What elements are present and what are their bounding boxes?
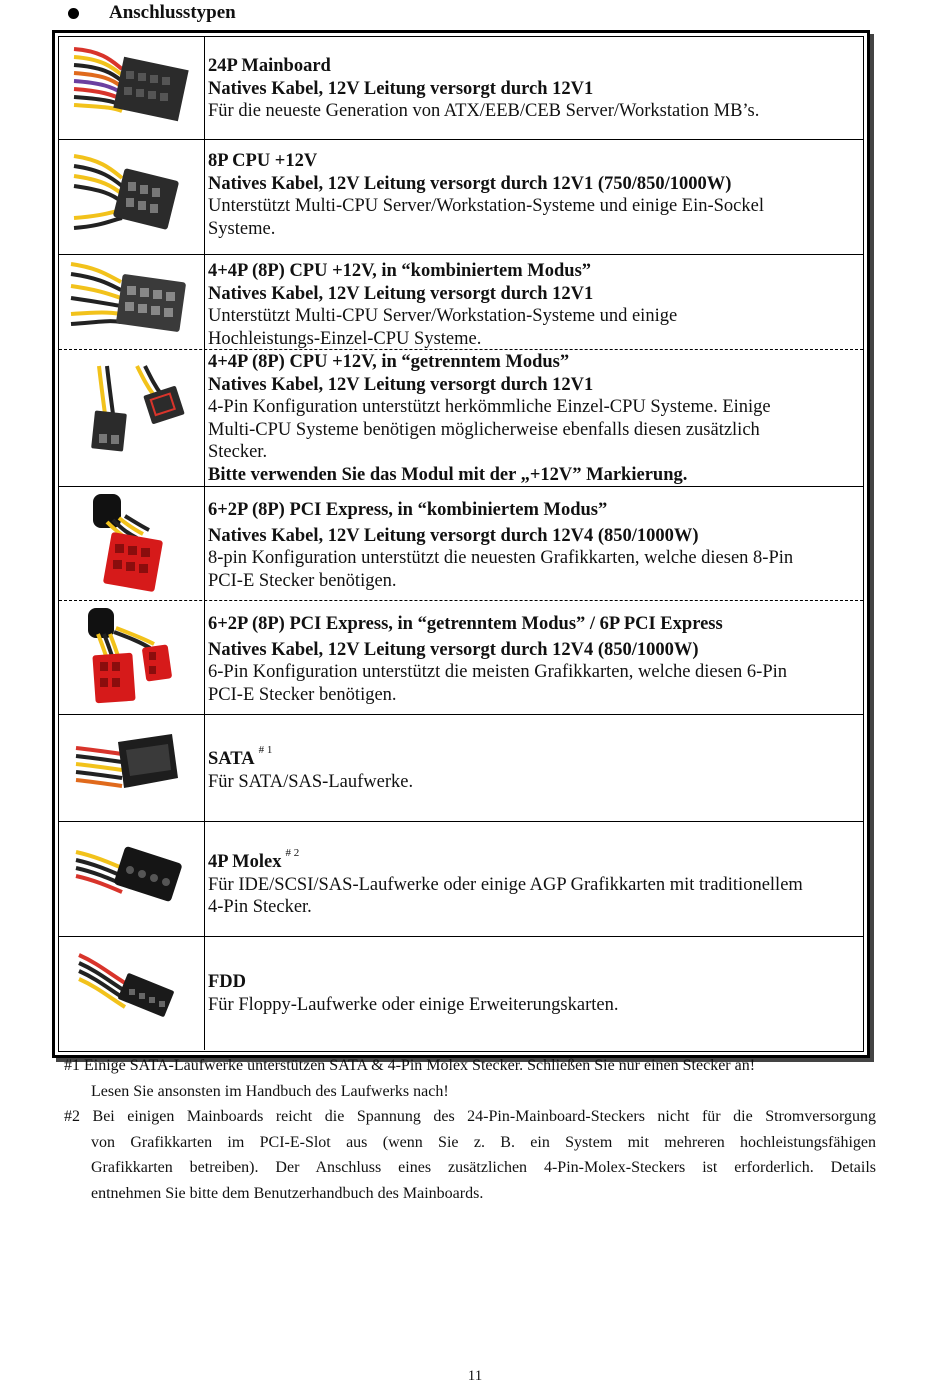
cable-info: Natives Kabel, 12V Leitung versorgt durch 12V4 (850/1000W)	[208, 639, 699, 660]
table-row	[59, 486, 863, 601]
molex-connector-icon	[74, 832, 189, 927]
usage-note: Bitte verwenden Sie das Modul mit der „+12V” Markierung.	[208, 464, 688, 485]
section-heading-text: Anschlusstypen	[109, 2, 236, 23]
cable-info: Natives Kabel, 12V Leitung versorgt durch 12V1	[208, 283, 594, 304]
footnote-2-continuation: entnehmen Sie bitte dem Benutzerhandbuch des Mainboards.	[91, 1184, 484, 1202]
connector-title: 6+2P (8P) PCI Express, in “kombiniertem Modus”	[208, 500, 608, 520]
connector-description: Systeme.	[208, 218, 276, 239]
connector-description: 6-Pin Konfiguration unterstützt die meisten Grafikkarten, welche diesen 6-Pin	[208, 662, 788, 682]
fdd-connector-icon	[77, 949, 187, 1039]
connector-title: 4+4P (8P) CPU +12V, in “kombiniertem Modus”	[208, 261, 592, 281]
cable-info: Natives Kabel, 12V Leitung versorgt durch 12V1 (750/850/1000W)	[208, 173, 732, 194]
cable-info: Natives Kabel, 12V Leitung versorgt durch 12V1	[208, 78, 594, 99]
table-row	[59, 936, 863, 1050]
footnote-reference: # 2	[285, 847, 300, 859]
pcie-6plus2-combined-connector-icon	[77, 492, 187, 597]
pcie-6plus2-split-connector-icon	[74, 606, 189, 711]
connector-description: Für SATA/SAS-Laufwerke.	[208, 771, 414, 792]
connector-description: Unterstützt Multi-CPU Server/Workstation-Systeme und einige	[208, 306, 678, 326]
connector-description: 4-Pin Stecker.	[208, 897, 312, 918]
connector-title: 4+4P (8P) CPU +12V, in “getrenntem Modus”	[208, 352, 570, 372]
connector-description: Für IDE/SCSI/SAS-Laufwerke oder einige AGP Grafikkarten mit traditionellem	[208, 874, 803, 895]
table-row	[59, 714, 863, 822]
footnote-2-line: #2 Bei einigen Mainboards reicht die Spannung des 24-Pin-Mainboard-Steckers nicht für die Stromversorgung	[64, 1108, 876, 1125]
cpu-4plus4-combined-connector-icon	[69, 258, 194, 348]
connector-description: PCI-E Stecker benötigen.	[208, 570, 397, 591]
footnote-reference: # 1	[258, 744, 273, 756]
connector-description: Für die neueste Generation von ATX/EEB/CEB Server/Workstation MB’s.	[208, 101, 760, 121]
page-number: 11	[467, 1368, 483, 1384]
table-row	[59, 139, 863, 255]
table-row	[59, 37, 863, 139]
table-row	[59, 254, 863, 350]
connector-description: Stecker.	[208, 442, 268, 462]
table-row	[59, 821, 863, 937]
table-row	[59, 349, 863, 487]
connector-description: Multi-CPU Systeme benötigen möglicherweise ebenfalls diesen zusätzlich	[208, 419, 760, 440]
cable-info: Natives Kabel, 12V Leitung versorgt durch 12V1	[208, 374, 594, 395]
connector-title: 6+2P (8P) PCI Express, in “getrenntem Modus” / 6P PCI Express	[208, 614, 723, 634]
footnotes	[64, 1053, 876, 1206]
connector-title: FDD	[208, 972, 247, 992]
connector-description: PCI-E Stecker benötigen.	[208, 684, 397, 705]
connector-table	[52, 30, 870, 1058]
connector-title: SATA $^{\# 1}$	[208, 744, 273, 770]
footnote-1-continuation: Lesen Sie ansonsten im Handbuch des Laufwerks nach!	[91, 1082, 449, 1100]
connector-description: Für Floppy-Laufwerke oder einige Erweiterungskarten.	[208, 994, 619, 1015]
footnote-2-continuation: Grafikkarten betreiben). Der Anschluss eines zusätzlichen 4-Pin-Molex-Steckers ist erforderlich. Details	[91, 1159, 876, 1176]
footnote-2-continuation: von Grafikkarten im PCI-E-Slot aus (wenn Sie z. B. ein System mit mehreren hochleistungsfähigen	[91, 1133, 876, 1151]
bullet-icon	[68, 8, 79, 19]
connector-description: Unterstützt Multi-CPU Server/Workstation-Systeme und einige Ein-Sockel	[208, 196, 764, 216]
connector-title: 8P CPU +12V	[208, 151, 318, 171]
atx-24pin-connector-icon	[72, 41, 192, 136]
connector-description: 4-Pin Konfiguration unterstützt herkömmliche Einzel-CPU Systeme. Einige	[208, 397, 771, 417]
cpu-4plus4-split-connector-icon	[77, 364, 187, 474]
connector-description: 8-pin Konfiguration unterstützt die neuesten Grafikkarten, welche diesen 8-Pin	[208, 548, 794, 568]
cpu-8pin-connector-icon	[72, 148, 192, 248]
table-row	[59, 600, 863, 715]
connector-title: 4P Molex $^{\# 2}$	[208, 847, 300, 873]
connector-description: Hochleistungs-Einzel-CPU Systeme.	[208, 328, 482, 349]
connector-title: 24P Mainboard	[208, 56, 331, 76]
footnote-1-line: #1 Einige SATA-Laufwerke unterstützen SATA & 4-Pin Molex Stecker. Schließen Sie nur einen Stecker an!	[64, 1057, 756, 1074]
cable-info: Natives Kabel, 12V Leitung versorgt durch 12V4 (850/1000W)	[208, 525, 699, 546]
section-heading	[68, 2, 236, 24]
sata-connector-icon	[74, 726, 189, 811]
